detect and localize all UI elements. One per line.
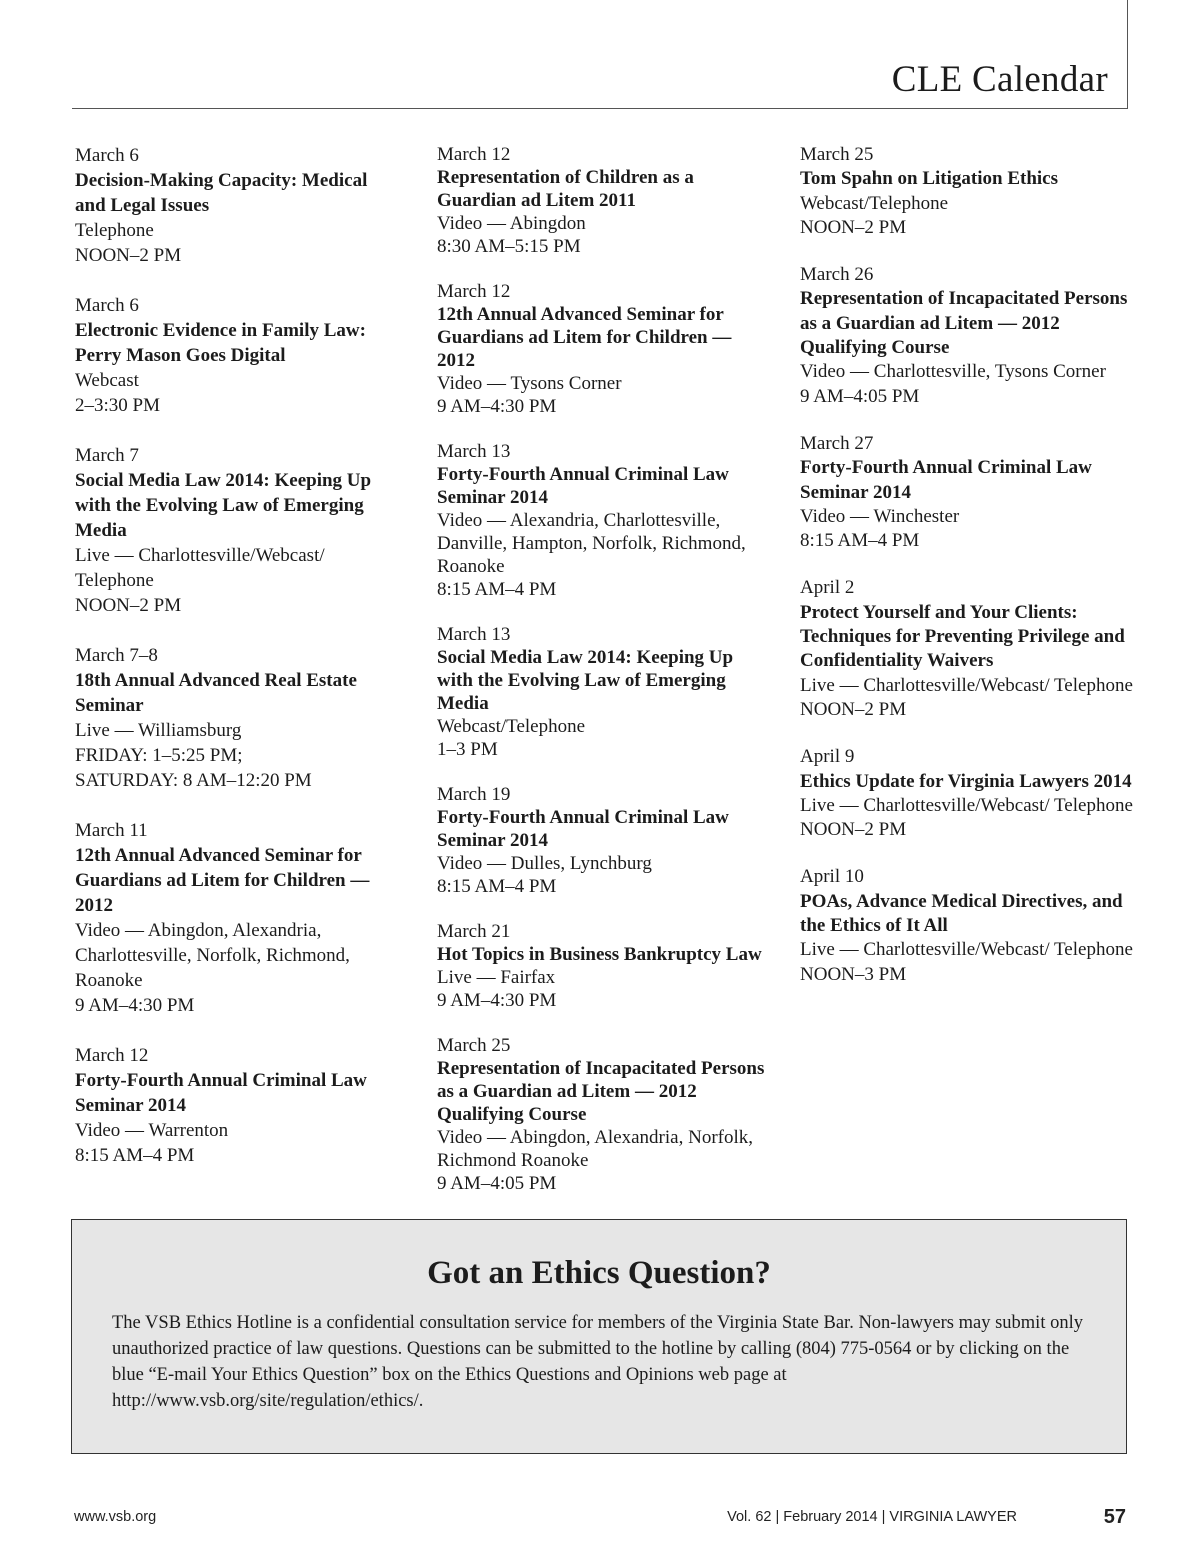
calendar-event [75, 643, 395, 793]
calendar-event [800, 143, 1135, 240]
event-format-location: Video — Abingdon [437, 213, 586, 234]
event-title: Social Media Law 2014: Keeping Up with the Evolving Law of Emerging Media [75, 470, 372, 541]
calendar-event [437, 440, 772, 601]
calendar-event [75, 1043, 395, 1168]
event-format-location: Live — Williamsburg [75, 720, 242, 741]
calendar-event [437, 280, 772, 418]
event-time: NOON–2 PM [800, 819, 907, 841]
event-format-location: Video — Abingdon, Alexandria, Charlottesville, Norfolk, Richmond, Roanoke [75, 920, 350, 991]
event-title: 18th Annual Advanced Real Estate Seminar [75, 670, 357, 716]
event-time: NOON–3 PM [800, 963, 907, 985]
event-title: Electronic Evidence in Family Law: Perry Mason Goes Digital [75, 320, 366, 366]
event-time: NOON–2 PM [800, 216, 907, 238]
calendar-column-2 [437, 143, 772, 1217]
event-date: April 10 [800, 866, 864, 888]
footer-issue-info: Vol. 62 | February 2014 | VIRGINIA LAWYER [727, 1509, 1017, 1525]
calendar-event [75, 818, 395, 1018]
event-time: 9 AM–4:30 PM [437, 396, 557, 417]
calendar-event [75, 443, 395, 618]
page-title: CLE Calendar [891, 59, 1108, 100]
event-time: NOON–2 PM [75, 595, 182, 616]
event-date: April 9 [800, 746, 855, 768]
header-rule [72, 108, 1128, 109]
event-date: March 25 [800, 144, 874, 165]
event-title: Representation of Children as a Guardian ad Litem 2011 [437, 167, 694, 211]
event-date: March 13 [437, 441, 511, 462]
page-number: 57 [1103, 1506, 1126, 1528]
event-date: March 12 [437, 144, 511, 165]
event-format-location: Webcast/Telephone [800, 192, 949, 214]
event-date: March 6 [75, 295, 139, 316]
event-title: Tom Spahn on Litigation Ethics [800, 168, 1058, 190]
event-format-location: Live — Charlottesville/Webcast/ Telephone [800, 674, 1133, 696]
event-date: April 2 [800, 577, 855, 599]
event-title: Social Media Law 2014: Keeping Up with the Evolving Law of Emerging Media [437, 647, 734, 714]
event-title: Representation of Incapacitated Persons as a Guardian ad Litem — 2012 Qualifying Course [437, 1058, 765, 1125]
event-date: March 25 [437, 1035, 511, 1056]
event-format-location: Video — Warrenton [75, 1120, 229, 1141]
event-title: POAs, Advance Medical Directives, and the Ethics of It All [800, 890, 1123, 937]
calendar-event [800, 576, 1135, 722]
calendar-column-1 [75, 143, 395, 1193]
event-time: 9 AM–4:30 PM [437, 990, 557, 1011]
footer-site-link[interactable]: www.vsb.org [74, 1509, 157, 1525]
event-date: March 27 [800, 432, 874, 454]
calendar-event [75, 143, 395, 268]
event-title: 12th Annual Advanced Seminar for Guardians ad Litem for Children — 2012 [75, 845, 370, 916]
event-format-location: Video — Winchester [800, 505, 960, 527]
event-date: March 12 [437, 281, 511, 302]
event-time: 8:15 AM–4 PM [437, 579, 557, 600]
event-date: March 6 [75, 145, 139, 166]
header-vertical-rule [1127, 0, 1128, 109]
event-time: 8:15 AM–4 PM [800, 530, 920, 552]
event-title: Decision-Making Capacity: Medical and Legal Issues [75, 170, 368, 216]
event-title: Hot Topics in Business Bankruptcy Law [437, 944, 762, 965]
calendar-event [800, 865, 1135, 986]
event-time: NOON–2 PM [800, 698, 907, 720]
event-time: 8:15 AM–4 PM [437, 876, 557, 897]
event-title: 12th Annual Advanced Seminar for Guardians ad Litem for Children — 2012 [437, 304, 732, 371]
event-time: 9 AM–4:05 PM [800, 385, 920, 407]
event-format-location: Video — Abingdon, Alexandria, Norfolk, Richmond Roanoke [437, 1127, 754, 1171]
event-date: March 11 [75, 820, 148, 841]
event-title: Forty-Fourth Annual Criminal Law Seminar 2014 [437, 807, 729, 851]
event-time: SATURDAY: 8 AM–12:20 PM [75, 770, 312, 791]
calendar-event [437, 623, 772, 761]
callout-title: Got an Ethics Question? [427, 1255, 771, 1291]
calendar-column-3 [800, 143, 1135, 1010]
event-format-location: Webcast [75, 370, 139, 391]
event-time: 9 AM–4:05 PM [437, 1173, 557, 1194]
callout-body: The VSB Ethics Hotline is a confidential consultation service for members of the Virginia State Bar. Non-lawyers may submit only unauthorized practice of law questions. Questions can be submitted to the hotline by calling (804) 775-0564 or by clicking on the blue “E-mail Your Ethics Question” box on the Ethics Questions and Opinions web page at http://www.vsb.org/site/regulation/ethics/. [112, 1313, 1083, 1411]
event-format-location: Video — Tysons Corner [437, 373, 622, 394]
event-time: 1–3 PM [437, 739, 498, 760]
calendar-event [437, 143, 772, 258]
event-time: 9 AM–4:30 PM [75, 995, 195, 1016]
event-time: 2–3:30 PM [75, 395, 160, 416]
calendar-event [437, 920, 772, 1012]
event-date: March 12 [75, 1045, 149, 1066]
event-format-location: Webcast/Telephone [437, 716, 586, 737]
calendar-event [437, 783, 772, 898]
calendar-event [800, 263, 1135, 409]
event-date: March 26 [800, 264, 874, 286]
event-format-location: Live — Fairfax [437, 967, 556, 988]
event-format-location: Live — Charlottesville/Webcast/ Telephone [800, 939, 1133, 961]
event-date: March 7 [75, 445, 139, 466]
event-format-location: Video — Alexandria, Charlottesville, Danville, Hampton, Norfolk, Richmond, Roanoke [437, 510, 746, 577]
event-date: March 19 [437, 784, 511, 805]
event-time: 8:30 AM–5:15 PM [437, 236, 581, 257]
event-format-location: FRIDAY: 1–5:25 PM; [75, 745, 243, 766]
event-format-location: Live — Charlottesville/Webcast/ Telephone [75, 545, 325, 591]
event-title: Forty-Fourth Annual Criminal Law Seminar 2014 [75, 1070, 367, 1116]
event-date: March 21 [437, 921, 511, 942]
ethics-callout-box [71, 1219, 1127, 1454]
event-format-location: Video — Charlottesville, Tysons Corner [800, 361, 1106, 383]
event-date: March 13 [437, 624, 511, 645]
event-format-location: Telephone [75, 220, 154, 241]
event-title: Representation of Incapacitated Persons as a Guardian ad Litem — 2012 Qualifying Course [800, 288, 1128, 359]
event-time: 8:15 AM–4 PM [75, 1145, 195, 1166]
event-title: Forty-Fourth Annual Criminal Law Seminar 2014 [437, 464, 729, 508]
event-format-location: Live — Charlottesville/Webcast/ Telephone [800, 794, 1133, 816]
event-date: March 7–8 [75, 645, 158, 666]
event-time: NOON–2 PM [75, 245, 182, 266]
calendar-event [800, 432, 1135, 553]
calendar-event [437, 1034, 772, 1195]
event-title: Forty-Fourth Annual Criminal Law Seminar 2014 [800, 457, 1092, 503]
calendar-event [75, 293, 395, 418]
event-title: Protect Yourself and Your Clients: Techniques for Preventing Privilege and Confidentiality Waivers [800, 601, 1125, 672]
calendar-event [800, 745, 1135, 842]
event-format-location: Video — Dulles, Lynchburg [437, 853, 652, 874]
event-title: Ethics Update for Virginia Lawyers 2014 [800, 770, 1132, 792]
